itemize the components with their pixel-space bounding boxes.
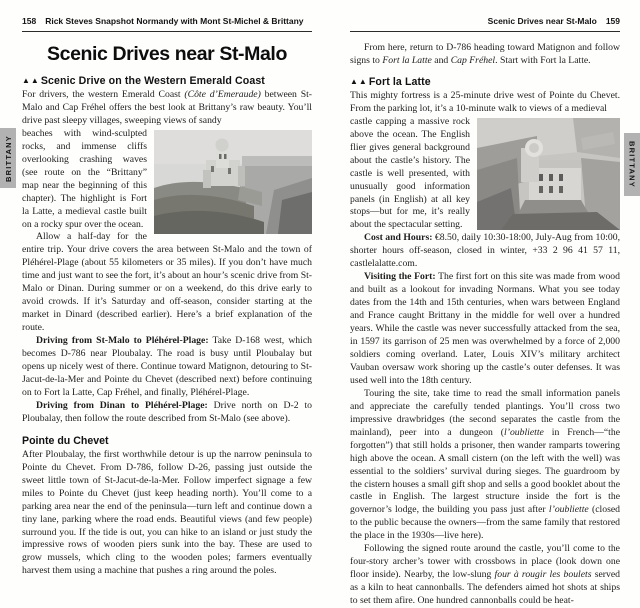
fort-la-latte-coast-photo	[154, 130, 312, 234]
page-number-right: 159	[605, 16, 620, 26]
brittany-tab-label: BRITTANY	[627, 141, 637, 188]
body-paragraph: Following the signed route around the castle, you’ll come to the four-story archer’s tower with crossbows in place (look down one floor inside). Nearby, the low-slung four à rougir les boulets served as a kiln to heat cannonballs. The defenders aimed hot shots at ships to set them afire. One hundred cannonballs could be heat-	[350, 543, 620, 607]
body-paragraph: For drivers, the western Emerald Coast (Côte d’Emeraude) between St-Malo and Cap Fréhel offers the best look at Brittany’s raw beauty. You’ll drive past sleepy villages, sweeping views of sandy	[22, 89, 312, 126]
body-paragraph: Driving from Dinan to Pléhérel-Plage: Drive north on D-2 to Ploubalay, then follow the route described from St-Malo (see above).	[22, 399, 312, 424]
body-paragraph: From here, return to D-786 heading toward Matignon and follow signs to Fort la Latte and Cap Fréhel. Start with Fort la Latte.	[350, 42, 620, 66]
body-paragraph: After Ploubalay, the first worthwhile detour is up the narrow peninsula to Pointe du Chevet. From D-786, follow D-26, passing just outside the sweet little town of St-Jacut-de-la-Mer. Follow imperfect signage a few miles to Pointe du Chevet (just keep heading north). You’ll come to a parking area near the end of the peninsula—turn left and continue down a tiny lane, parking where the road ends. Beautiful views (and few people) surround you. If the tide is out, you can hike to an island or just study the impressive rows of wooden piers sunk into the bay. These are used to grow mussels, which cling to the wooden poles; farmers eventually harvest them using a machine that pushes a ring around the poles.	[22, 448, 312, 577]
brittany-tab-label: BRITTANY	[3, 134, 13, 182]
body-paragraph: castle capping a massive rock above the ocean. The English flier gives general background about the castle’s history. The castle is well presented, with unusually good information panels (in English) at all key stops—but for me, it’s really about the spectacular setting.	[350, 115, 470, 231]
brittany-chapter-tab-left	[0, 128, 16, 188]
subsection-heading-pointe-du-chevet: Pointe du Chevet	[22, 434, 109, 447]
text-photo-wrap-right	[350, 116, 620, 271]
body-paragraph: Cost and Hours: €8.50, daily 10:30-18:00, July-Aug from 10:00, shorter hours off-season, closed in winter, +33 2 96 41 57 11, castlelalatte.com.	[350, 232, 620, 270]
section-heading-emerald-coast	[22, 75, 312, 87]
section-heading-fort-la-latte	[350, 76, 620, 88]
page-number-left: 158	[22, 16, 37, 26]
body-paragraph: Driving from St-Malo to Pléhérel-Plage: Take D-168 west, which becomes D-786 near Ploubalay. The road is busy until Ploubalay but opens up nicely west of there. Continue toward Matignon, detouring to St-Jacut-de-la-Mer and Pointe du Chevet (described next) before continuing on to Fort la Latte, Cap Fréhel, and finally, Pléhérel-Plage.	[22, 335, 312, 398]
rating-triangles-icon: ▲▲	[350, 76, 368, 86]
rating-triangles-icon: ▲▲	[22, 76, 40, 85]
body-paragraph: Touring the site, take time to read the small information panels and appreciate the carefully tended plantings. You’ll cross two impressive drawbridges (the second separates the castle from the mainland), peer into a dungeon (l’oubliette in French—“the forgotten”) that still holds a prisoner, then wander ramparts towering high above the ocean. A small cistern (on the left with the well) was essential to the soldiers’ survival during sieges. The guardroom by the cistern houses a small gift shop and sells a good booklet about the castle in English. The largest structure inside the fort is the governor’s lodge, the building you pass just after l’oubliette (closed to the public because the owners—from the same family that restored the place in the 1930s—live here).	[350, 387, 620, 542]
brittany-chapter-tab-right	[624, 133, 640, 196]
section-heading-label: Scenic Drive on the Western Emerald Coast	[40, 75, 265, 87]
section-heading-label: Fort la Latte	[368, 75, 431, 88]
body-paragraph: beaches with wind-sculpted rocks, and immense cliffs overlooking crashing waves (see route on the “Brittany” map near the beginning of this chapter). The highlight is Fort la Latte, a medieval castle built on a rocky spur over the ocean.	[22, 127, 147, 230]
left-page	[22, 16, 312, 578]
fort-la-latte-aerial-photo	[477, 118, 620, 230]
running-title-left: Rick Steves Snapshot Normandy with Mont St-Michel & Brittany	[45, 16, 304, 26]
running-header-right	[350, 16, 620, 32]
body-paragraph: Visiting the Fort: The first fort on this site was made from wood and built as a lookout for invading Normans. What you see today dates from the 14th and 15th centuries, when wars between England and France caught Brittany in the middle for well over a hundred years. While the castle was never successfully attacked from the sea, in 1597 its garrison of 25 men was overwhelmed by a force of 2,000 soldiers coming overland. Later, Louis XIV’s military architect Vauban oversaw work shoring up the castle’s outer defenses. It was used well into the 18th century.	[350, 271, 620, 386]
body-paragraph: Allow a half-day for the entire trip. Your drive covers the area between St-Malo and the town of Pléhérel-Plage (about 55 kilometers or 35 miles). If you don’t have much time and just want to see the fort, it’s about an hour’s scenic drive from St-Malo or Dinan. During summer or on a weekend, do this drive early to avoid crowds. If it’s Saturday and off-season, consider starting at the market in Dinard (described earlier). Here’s a brief explanation of the route.	[22, 231, 312, 334]
running-title-right: Scenic Drives near St-Malo	[487, 16, 597, 26]
text-photo-wrap-left	[22, 128, 312, 335]
right-page	[350, 16, 620, 608]
page-title: Scenic Drives near St-Malo	[47, 43, 287, 65]
body-paragraph: This mighty fortress is a 25-minute drive west of Pointe du Chevet. From the parking lot, it’s a 10-minute walk to views of a medieval	[350, 89, 620, 114]
running-header-left	[22, 16, 312, 32]
